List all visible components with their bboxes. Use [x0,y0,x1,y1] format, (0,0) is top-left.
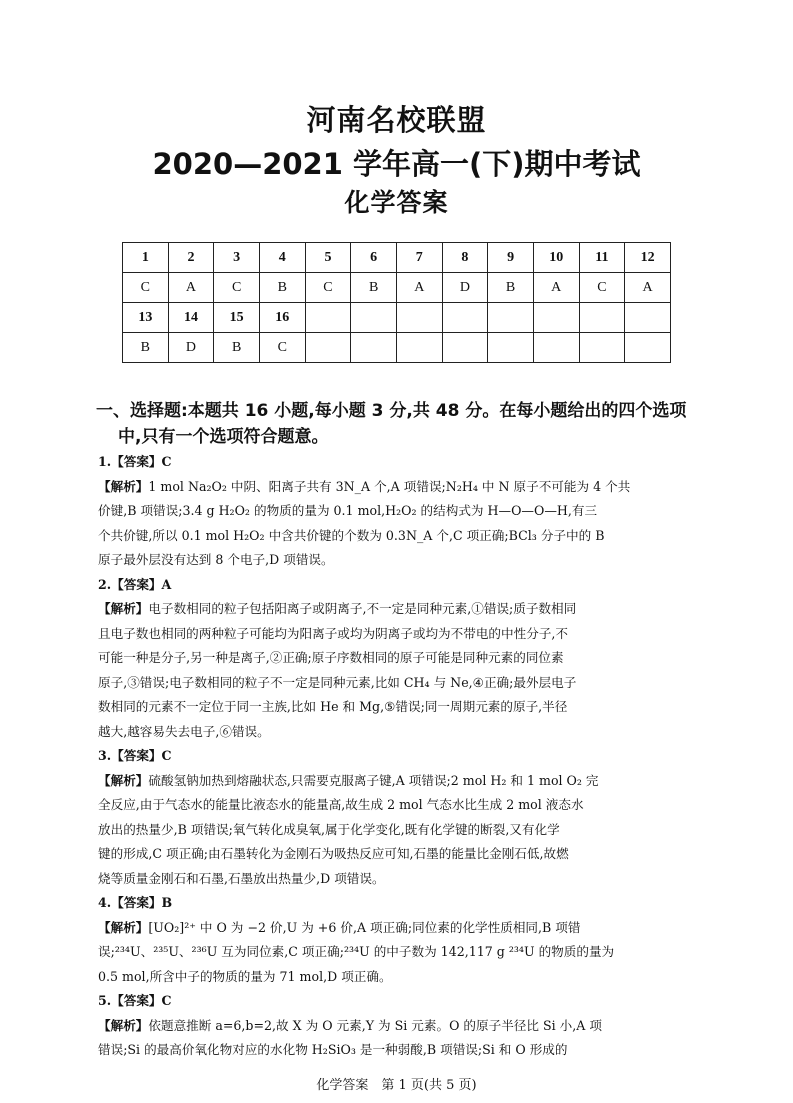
q2-line: 可能一种是分子,另一种是离子,②正确;原子序数相同的原子可能是同种元素的同位素 [98,650,564,665]
q2-text: 电子数相同的粒子包括阳离子或阴离子,不一定是同种元素,①错误;质子数相同 [148,601,577,616]
title-alliance: 河南名校联盟 [306,103,487,137]
cell-number: 7 [396,243,442,273]
q3-tag: 【解析】 [98,772,149,788]
cell-answer: B [123,333,169,363]
q4-answer: 4.【答案】B [98,895,173,910]
cell-answer: B [214,333,260,363]
cell-number: 12 [625,243,671,273]
q4-text: [UO₂]²⁺ 中 O 为 −2 价,U 为 +6 价,A 项正确;同位素的化学性质相同,B 项错 [148,919,581,935]
cell-empty [625,333,671,363]
q2-line: 原子,③错误;电子数相同的粒子不一定是同种元素,比如 CH₄ 与 Ne,④正确;最外层电子 [98,674,577,690]
cell-answer: C [579,273,625,303]
q1-text: 1 mol Na₂O₂ 中阴、阳离子共有 3N_A 个,A 项错误;N₂H₄ 中 N 原子不可能为 4 个共 [148,478,631,494]
q3-line [98,769,698,794]
q5-text: 依题意推断 a=6,b=2,故 X 为 O 元素,Y 为 Si 元素。O 的原子半径比 Si 小,A 项 [148,1017,602,1033]
cell-answer: C [305,273,351,303]
section-heading [96,398,716,450]
q2-line: 越大,越容易失去电子,⑥错误。 [98,723,270,739]
cell-number: 6 [351,243,397,273]
title-exam: 2020—2021 学年高一(下)期中考试 [152,147,641,181]
q3-answer: 3.【答案】C [98,748,172,763]
cell-answer: A [533,273,579,303]
q3-line: 烧等质量金刚石和石墨,石墨放出热量少,D 项错误。 [98,870,385,886]
q1-line [98,475,698,500]
cell-number: 5 [305,243,351,273]
cell-number: 3 [214,243,260,273]
q3-text: 硫酸氢钠加热到熔融状态,只需要克服离子键,A 项错误;2 mol H₂ 和 1 mol O₂ 完 [148,772,599,788]
cell-empty [351,303,397,333]
cell-empty [396,333,442,363]
table-row-numbers-2 [123,303,671,333]
table-row-numbers-1 [123,243,671,273]
cell-number: 9 [488,243,534,273]
cell-empty [442,333,488,363]
cell-empty [579,303,625,333]
cell-number: 1 [123,243,169,273]
page-footer: 化学答案 第 1 页(共 5 页) [316,1078,477,1093]
cell-number: 4 [259,243,305,273]
table-row-answers-1 [123,273,671,303]
q2-tag: 【解析】 [98,601,149,616]
cell-empty [533,303,579,333]
cell-empty [579,333,625,363]
cell-answer: C [259,333,305,363]
cell-answer: B [351,273,397,303]
q2-line: 数相同的元素不一定位于同一主族,比如 He 和 Mg,⑤错误;同一周期元素的原子,半径 [98,699,568,714]
section-heading-line1: 一、选择题:本题共 16 小题,每小题 3 分,共 48 分。在每小题给出的四个选项 [96,401,687,421]
q4-line [98,916,698,941]
q4-line: 0.5 mol,所含中子的物质的量为 71 mol,D 项正确。 [98,968,392,984]
title-subject: 化学答案 [344,188,449,217]
cell-answer: A [168,273,214,303]
cell-answer: C [123,273,169,303]
cell-answer: B [259,273,305,303]
cell-answer: D [168,333,214,363]
table-row-answers-2 [123,333,671,363]
q5-line: 错误;Si 的最高价氧化物对应的水化物 H₂SiO₃ 是一种弱酸,B 项错误;Si 和 O 形成的 [98,1042,568,1057]
q2-answer: 2.【答案】A [98,576,172,592]
q3-line: 键的形成,C 项正确;由石墨转化为金刚石为吸热反应可知,石墨的能量比金刚石低,故燃 [98,846,569,861]
cell-number: 8 [442,243,488,273]
cell-number: 14 [168,303,214,333]
cell-answer: D [442,273,488,303]
q2-line: 且电子数也相同的两种粒子可能均为阳离子或均为阴离子或均为不带电的中性分子,不 [98,625,568,641]
questions-block [98,450,698,1063]
cell-empty [442,303,488,333]
q1-tag: 【解析】 [98,478,149,494]
section-heading-line2: 中,只有一个选项符合题意。 [118,427,329,447]
cell-number: 13 [123,303,169,333]
q5-tag: 【解析】 [98,1017,149,1033]
q4-tag: 【解析】 [98,919,149,935]
answer-table [122,242,671,363]
q5-answer: 5.【答案】C [98,993,172,1008]
cell-empty [351,333,397,363]
q3-line: 全反应,由于气态水的能量比液态水的能量高,故生成 2 mol 气态水比生成 2 mol 液态水 [98,797,584,812]
cell-number: 2 [168,243,214,273]
cell-number: 10 [533,243,579,273]
q3-line: 放出的热量少,B 项错误;氧气转化成臭氧,属于化学变化,既有化学键的断裂,又有化学 [98,821,560,837]
q5-line [98,1014,698,1039]
q1-line: 价键,B 项错误;3.4 g H₂O₂ 的物质的量为 0.1 mol,H₂O₂ 的结构式为 H—O—O—H,有三 [98,503,598,518]
q1-line: 个共价键,所以 0.1 mol H₂O₂ 中含共价键的个数为 0.3N_A 个,C 项正确;BCl₃ 分子中的 B [98,527,605,543]
cell-empty [625,303,671,333]
cell-answer: B [488,273,534,303]
cell-answer: C [214,273,260,303]
cell-empty [533,333,579,363]
q1-line: 原子最外层没有达到 8 个电子,D 项错误。 [98,552,334,567]
cell-number: 11 [579,243,625,273]
q1-answer: 1.【答案】C [98,454,172,469]
cell-answer: A [625,273,671,303]
cell-answer: A [396,273,442,303]
cell-empty [305,303,351,333]
cell-empty [305,333,351,363]
cell-empty [396,303,442,333]
q4-line: 误;²³⁴U、²³⁵U、²³⁶U 互为同位素,C 项正确;²³⁴U 的中子数为 142,117 g ²³⁴U 的物质的量为 [98,944,615,959]
q2-line [98,597,698,622]
cell-number: 16 [259,303,305,333]
cell-empty [488,333,534,363]
cell-empty [488,303,534,333]
cell-number: 15 [214,303,260,333]
